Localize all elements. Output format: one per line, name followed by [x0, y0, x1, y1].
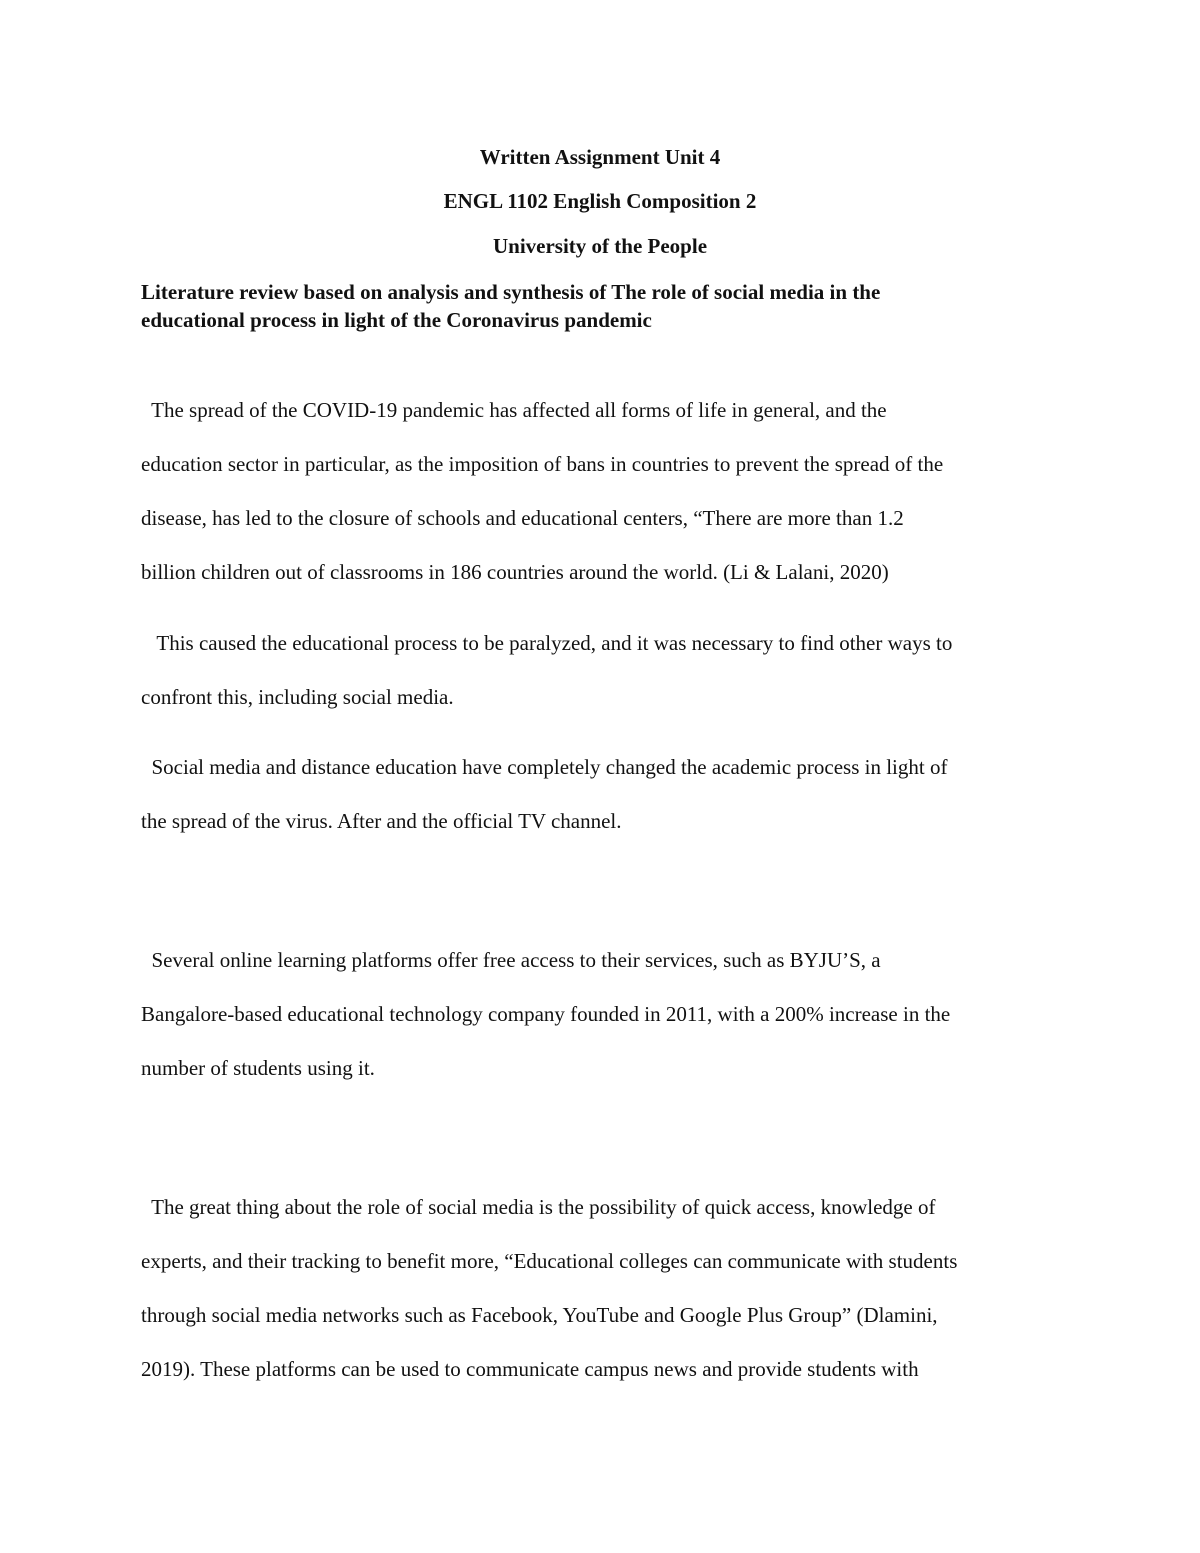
- paragraph-line: This caused the educational process to be paralyzed, and it was necessary to find other ways to: [141, 631, 953, 655]
- paragraph-line: the spread of the virus. After and the official TV channel.: [141, 809, 622, 833]
- paragraph-line: through social media networks such as Facebook, YouTube and Google Plus Group” (Dlamini,: [141, 1303, 938, 1327]
- paragraph-line: billion children out of classrooms in 186 countries around the world. (Li & Lalani, 2020): [141, 560, 889, 584]
- heading-line: educational process in light of the Coronavirus pandemic: [141, 308, 652, 332]
- paragraph-paralyzed: [141, 629, 1081, 737]
- course-name: ENGL 1102 English Composition 2: [443, 189, 757, 213]
- paragraph-covid-spread: [141, 396, 1081, 612]
- paragraph-quick-access: [141, 1193, 1081, 1409]
- paragraph-line: 2019). These platforms can be used to communicate campus news and provide students with: [141, 1357, 919, 1381]
- paragraph-line: number of students using it.: [141, 1056, 375, 1080]
- assignment-title: Written Assignment Unit 4: [479, 145, 721, 169]
- paragraph-line: experts, and their tracking to benefit more, “Educational colleges can communicate with students: [141, 1249, 958, 1273]
- paragraph-online-platforms: [141, 946, 1081, 1108]
- literature-review-heading: [141, 278, 1081, 334]
- paragraph-distance-education: [141, 753, 1081, 861]
- paragraph-line: The great thing about the role of social media is the possibility of quick access, knowledge of: [141, 1195, 936, 1219]
- paragraph-line: Several online learning platforms offer free access to their services, such as BYJU’S, a: [141, 948, 881, 972]
- paragraph-line: The spread of the COVID-19 pandemic has affected all forms of life in general, and the: [141, 398, 887, 422]
- paragraph-line: Bangalore-based educational technology company founded in 2011, with a 200% increase in the: [141, 1002, 951, 1026]
- paragraph-line: Social media and distance education have completely changed the academic process in light of: [141, 755, 948, 779]
- paragraph-line: disease, has led to the closure of schools and educational centers, “There are more than 1.2: [141, 506, 904, 530]
- paragraph-line: education sector in particular, as the imposition of bans in countries to prevent the spread of the: [141, 452, 944, 476]
- university-name: University of the People: [492, 234, 708, 258]
- paragraph-line: confront this, including social media.: [141, 685, 454, 709]
- heading-line: Literature review based on analysis and synthesis of The role of social media in the: [141, 280, 881, 304]
